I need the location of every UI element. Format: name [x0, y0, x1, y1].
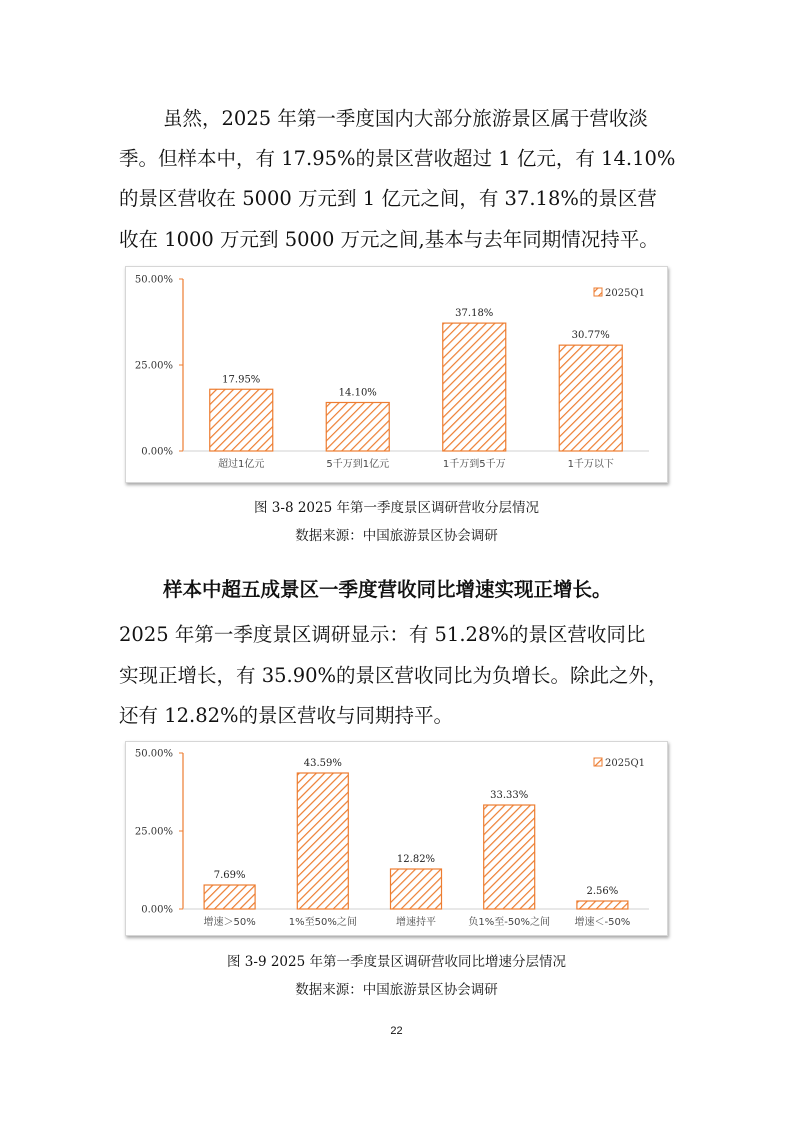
data-label: 17.95%	[222, 374, 261, 386]
figure-caption: 图 3-9 2025 年第一季度景区调研营收同比增速分层情况	[227, 954, 566, 970]
x-tick-label: 1%至50%之间	[288, 917, 357, 928]
bar	[484, 805, 535, 909]
paragraph-line: 2025 年第一季度景区调研显示：有 51.28%的景区营收同比	[119, 623, 646, 646]
growth-tier-chart	[125, 741, 668, 936]
data-label: 37.18%	[455, 308, 494, 320]
x-tick-label: 5千万到1亿元	[326, 459, 390, 470]
page-number: 22	[390, 1025, 403, 1037]
bar	[326, 402, 389, 451]
y-tick-label: 50.00%	[134, 274, 173, 286]
bar	[391, 869, 442, 909]
data-label: 12.82%	[396, 854, 436, 866]
figure-source: 数据来源：中国旅游景区协会调研	[295, 982, 498, 998]
x-tick-label: 增速持平	[396, 917, 436, 928]
paragraph-line: 收在 1000 万元到 5000 万元之间,基本与去年同期情况持平。	[119, 228, 659, 251]
data-label: 33.33%	[490, 790, 529, 802]
data-label: 14.10%	[338, 387, 377, 399]
x-tick-label: 1千万以下	[567, 459, 614, 470]
paragraph-line: 实现正增长，有 35.90%的景区营收同比为负增长。除此之外，	[119, 664, 668, 687]
legend-label: 2025Q1	[605, 288, 646, 299]
paragraph-line: 的景区营收在 5000 万元到 1 亿元之间，有 37.18%的景区营	[119, 187, 657, 210]
figure-source: 数据来源：中国旅游景区协会调研	[295, 528, 498, 544]
paragraph-line: 还有 12.82%的景区营收与同期持平。	[119, 704, 454, 727]
revenue-tier-chart-svg	[126, 267, 667, 482]
data-label: 2.56%	[586, 886, 619, 898]
y-tick-label: 25.00%	[134, 826, 173, 838]
paragraph-line: 季。但样本中，有 17.95%的景区营收超过 1 亿元，有 14.10%	[119, 147, 676, 170]
bar	[204, 885, 255, 909]
growth-tier-chart-svg	[126, 742, 667, 935]
legend-swatch	[594, 758, 602, 766]
section-heading: 样本中超五成景区一季度营收同比增速实现正增长。	[163, 578, 612, 601]
bar	[210, 389, 273, 451]
x-tick-label: 负1%至-50%之间	[468, 917, 551, 928]
x-tick-label: 超过1亿元	[218, 459, 265, 470]
y-tick-label: 25.00%	[134, 360, 173, 372]
data-label: 7.69%	[213, 870, 246, 882]
bar	[297, 773, 348, 909]
x-tick-label: 1千万到5千万	[442, 459, 506, 470]
legend-swatch	[594, 288, 602, 296]
paragraph-line: 虽然，2025 年第一季度国内大部分旅游景区属于营收淡	[163, 107, 648, 130]
x-tick-label: 增速＜-50%	[574, 917, 631, 928]
bar	[443, 323, 506, 451]
y-tick-label: 50.00%	[134, 748, 173, 760]
x-tick-label: 增速＞50%	[203, 917, 256, 928]
y-tick-label: 0.00%	[141, 446, 173, 458]
legend-label: 2025Q1	[605, 758, 646, 769]
figure-caption: 图 3-8 2025 年第一季度景区调研营收分层情况	[254, 500, 539, 516]
data-label: 30.77%	[571, 330, 610, 342]
revenue-tier-chart	[125, 266, 668, 483]
data-label: 43.59%	[303, 757, 342, 769]
y-tick-label: 0.00%	[141, 904, 173, 916]
bar	[577, 901, 628, 909]
bar	[559, 345, 622, 451]
